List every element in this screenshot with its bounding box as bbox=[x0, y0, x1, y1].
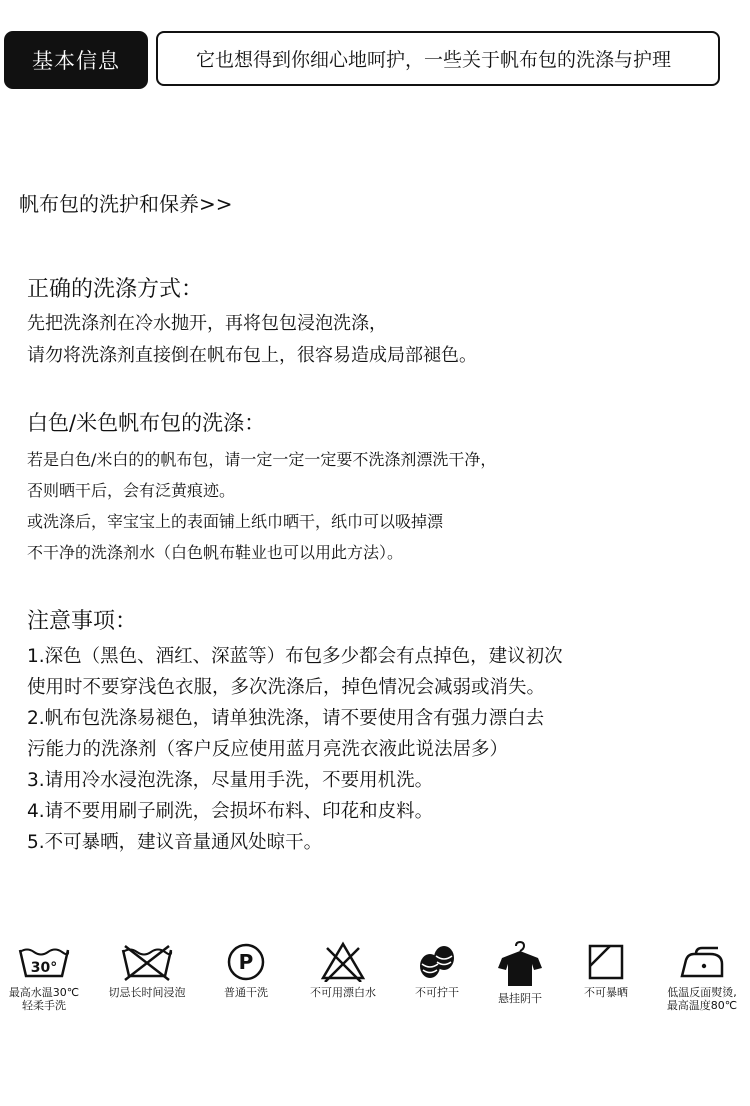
basic-info-tag bbox=[4, 31, 148, 89]
care-label: 低温反面熨烫, bbox=[667, 986, 737, 999]
svg-text:P: P bbox=[238, 950, 254, 974]
care-label: 不可用漂白水 bbox=[310, 986, 376, 999]
washing-method-section bbox=[27, 272, 477, 372]
intro-banner-text: 它也想得到你细心地呵护，一些关于帆布包的洗涤与护理 bbox=[196, 49, 672, 71]
svg-text:30°: 30° bbox=[30, 960, 58, 976]
section-heading: 白色/米色帆布包的洗涤： bbox=[27, 411, 266, 435]
care-label: 不可暴晒 bbox=[584, 986, 628, 999]
wash-30-icon bbox=[16, 940, 72, 982]
care-item bbox=[556, 940, 656, 999]
care-label: 悬挂阴干 bbox=[498, 992, 542, 1005]
intro-banner bbox=[156, 31, 720, 86]
care-item bbox=[470, 940, 570, 1005]
no-bleach-icon bbox=[315, 940, 371, 982]
care-label: 轻柔手洗 bbox=[22, 999, 66, 1012]
care-label: 切忌长时间浸泡 bbox=[108, 986, 186, 999]
care-intro-heading: 帆布包的洗护和保养>> bbox=[19, 192, 233, 216]
notes-section bbox=[27, 604, 563, 858]
section-line: 若是白色/米白的的帆布包，请一定一定一定要不洗涤剂漂洗干净， bbox=[27, 450, 497, 469]
care-label: 最高水温30℃ bbox=[8, 986, 80, 999]
no-soak-icon bbox=[119, 940, 175, 982]
care-item bbox=[0, 940, 94, 1012]
care-item bbox=[196, 940, 296, 999]
section-heading: 注意事项： bbox=[27, 609, 138, 634]
white-bag-washing-section bbox=[27, 407, 496, 568]
section-line: 请勿将洗涤剂直接倒在帆布包上，很容易造成局部褪色。 bbox=[27, 345, 477, 366]
section-heading: 正确的洗涤方式： bbox=[27, 277, 204, 302]
section-line: 污能力的洗涤剂（客户反应使用蓝月亮洗衣液此说法居多） bbox=[27, 739, 509, 760]
no-wring-icon bbox=[409, 940, 465, 982]
section-line: 否则晒干后，会有泛黄痕迹。 bbox=[27, 481, 236, 500]
section-line: 3.请用冷水浸泡洗涤，尽量用手洗，不要用机洗。 bbox=[27, 770, 434, 791]
care-icons-row bbox=[0, 940, 750, 1030]
section-line: 5.不可暴晒，建议音量通风处晾干。 bbox=[27, 832, 323, 853]
care-label: 普通干洗 bbox=[224, 986, 268, 999]
care-item bbox=[652, 940, 750, 1012]
section-line: 2.帆布包洗涤易褪色，请单独洗涤，请不要使用含有强力漂白去 bbox=[27, 708, 545, 729]
care-item bbox=[293, 940, 393, 999]
section-line: 4.请不要用刷子刷洗，会损坏布料、印花和皮料。 bbox=[27, 801, 434, 822]
care-item bbox=[97, 940, 197, 999]
section-line: 或洗涤后，宰宝宝上的表面铺上纸巾晒干，纸巾可以吸掉漂 bbox=[27, 512, 444, 531]
basic-info-label: 基本信息 bbox=[32, 49, 120, 73]
care-label: 不可拧干 bbox=[415, 986, 459, 999]
dry-clean-p-icon bbox=[218, 940, 274, 982]
low-iron-icon bbox=[674, 940, 730, 982]
section-line: 1.深色（黑色、酒红、深蓝等）布包多少都会有点掉色，建议初次 bbox=[27, 646, 563, 667]
care-label: 最高温度80℃ bbox=[666, 999, 738, 1012]
section-line: 不干净的洗涤剂水（白色帆布鞋业也可以用此方法）。 bbox=[27, 543, 404, 562]
section-line: 使用时不要穿浅色衣服，多次洗涤后，掉色情况会减弱或消失。 bbox=[27, 677, 546, 698]
section-line: 先把洗涤剂在冷水抛开，再将包包浸泡洗涤， bbox=[27, 313, 387, 334]
no-sun-dry-icon bbox=[578, 940, 634, 982]
hang-dry-shade-icon bbox=[492, 940, 548, 988]
